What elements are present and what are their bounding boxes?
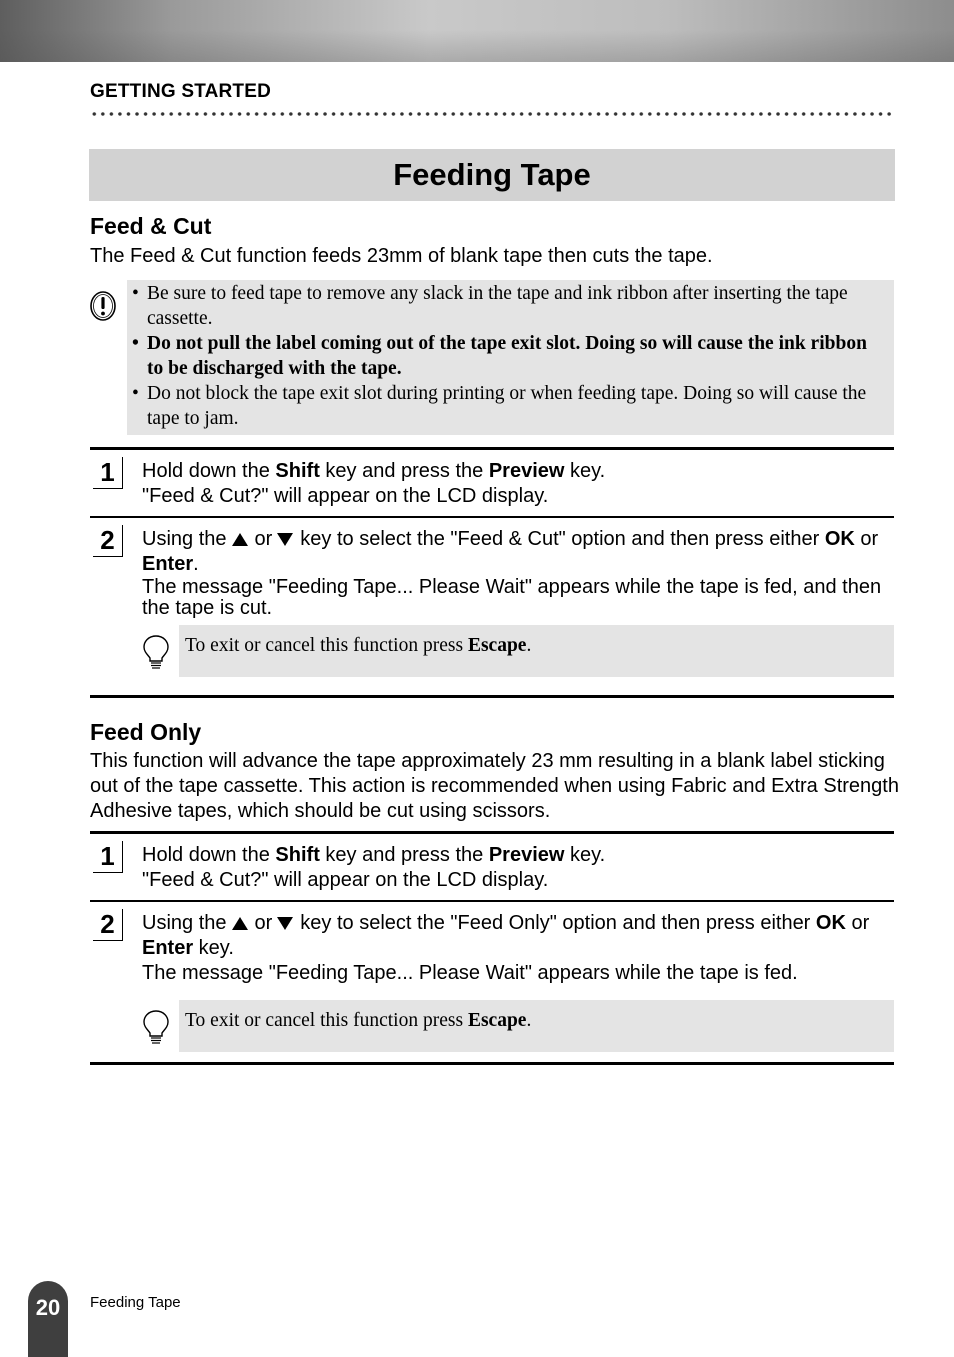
step-divider: [90, 516, 894, 518]
step-1-text: Hold down the Shift key and press the Preview key. "Feed & Cut?" will appear on the LCD display.: [142, 844, 606, 891]
caution-item-bold: • Do not pull the label coming out of the tape exit slot. Doing so will cause the ink ribbon to be discharged with the tape.: [147, 331, 888, 381]
section-end-rule: [90, 695, 894, 698]
page-title: Feeding Tape: [393, 157, 591, 192]
shift-key: Shift: [275, 844, 320, 866]
step-number: 2: [93, 525, 123, 557]
step-2-text: Using the or key to select the "Feed & Cut" option and then press either OK or Enter. The message "Feeding Tape... Please Wait" appears while the tape is fed, and then the tape is cut.: [142, 528, 882, 619]
dotted-divider: [90, 109, 894, 119]
header-band: [0, 0, 954, 62]
title-bar: [89, 149, 895, 201]
section-label: GETTING STARTED: [90, 81, 272, 102]
step-divider: [90, 831, 894, 834]
enter-key: Enter: [142, 937, 194, 959]
step-divider: [90, 447, 894, 450]
feed-only-heading: Feed Only: [90, 719, 202, 745]
preview-key: Preview: [488, 844, 565, 866]
down-arrow-icon: [277, 533, 293, 546]
down-arrow-icon: [277, 917, 293, 930]
note-box: To exit or cancel this function press Escape.: [179, 1000, 894, 1052]
escape-key: Escape: [467, 1010, 527, 1031]
step-number: 2: [93, 909, 123, 941]
section-end-rule: [90, 1062, 894, 1065]
feed-only-intro: This function will advance the tape approximately 23 mm resulting in a blank label sticking out of the tape cassette. This action is recommended when using Fabric and Extra Strength Adhesive tapes, which should be cut using scissors.: [90, 750, 899, 822]
ok-key: OK: [824, 528, 855, 550]
step-number: 1: [93, 457, 123, 489]
enter-key: Enter: [142, 553, 194, 575]
up-arrow-icon: [232, 533, 248, 546]
note-box: To exit or cancel this function press Escape.: [179, 625, 894, 677]
ok-key: OK: [815, 912, 846, 934]
feed-cut-heading: Feed & Cut: [90, 213, 212, 239]
footer-title: Feeding Tape: [90, 1294, 181, 1311]
step-2-text: Using the or key to select the "Feed Only" option and then press either OK or Enter key. The message "Feeding Tape... Please Wait" appears while the tape is fed.: [142, 912, 870, 984]
caution-icon: [89, 290, 117, 322]
step-divider: [90, 900, 894, 902]
step-number: 1: [93, 841, 123, 873]
preview-key: Preview: [488, 460, 565, 482]
lightbulb-icon: [142, 1009, 170, 1045]
up-arrow-icon: [232, 917, 248, 930]
step-1-text: Hold down the Shift key and press the Preview key. "Feed & Cut?" will appear on the LCD display.: [142, 460, 606, 507]
caution-box: [127, 280, 894, 435]
feed-cut-intro: The Feed & Cut function feeds 23mm of blank tape then cuts the tape.: [90, 245, 713, 267]
escape-key: Escape: [467, 635, 527, 656]
shift-key: Shift: [275, 460, 320, 482]
caution-item: • Do not block the tape exit slot during printing or when feeding tape. Doing so will cause the tape to jam.: [147, 381, 888, 431]
page-number: 20: [28, 1281, 68, 1357]
caution-item: • Be sure to feed tape to remove any slack in the tape and ink ribbon after inserting the tape cassette.: [147, 281, 888, 331]
lightbulb-icon: [142, 634, 170, 670]
